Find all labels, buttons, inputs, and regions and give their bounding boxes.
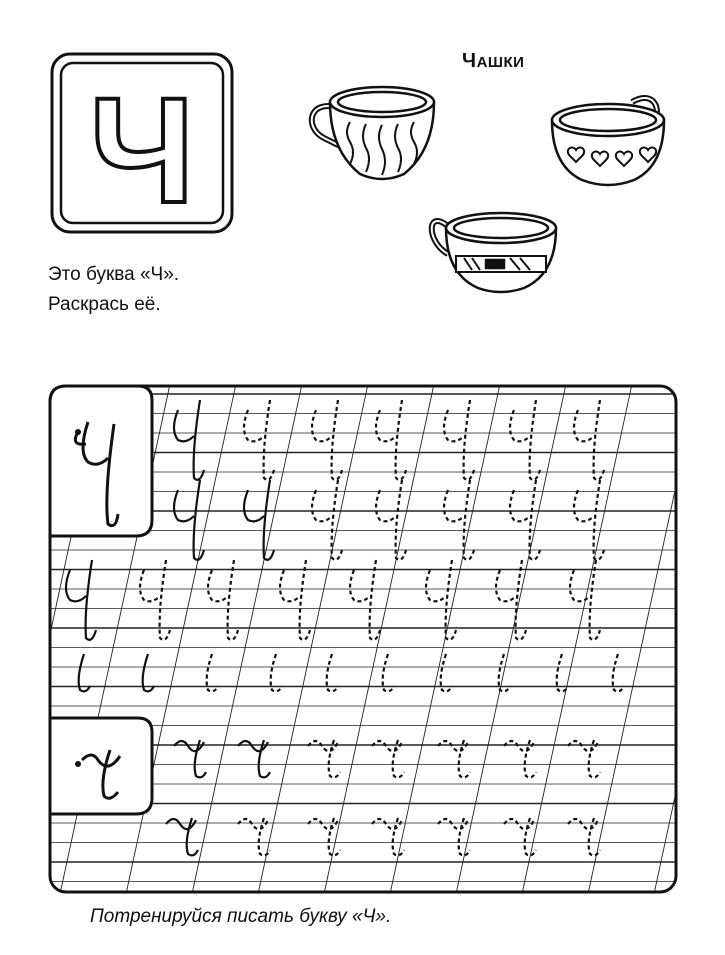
- cup-hearts-icon: [552, 98, 664, 185]
- big-letter: Ч: [89, 66, 195, 234]
- picture-title: [462, 50, 524, 73]
- practice-area: [48, 384, 678, 894]
- picture-title-cap: Ч: [462, 50, 477, 72]
- picture-title-rest: АШКИ: [476, 54, 525, 71]
- cup-wavy-icon: [312, 87, 434, 179]
- footer-instruction: Потренируйся писать букву «Ч».: [90, 906, 392, 927]
- instruction-line-2: Раскрась её.: [48, 294, 161, 315]
- cursive-lowercase-che-icon: [50, 718, 152, 814]
- cups-illustration: [300, 80, 720, 310]
- letter-card: [50, 52, 234, 234]
- instruction-line-1: Это буква «Ч».: [48, 264, 180, 285]
- cursive-capital-che-icon: [50, 386, 152, 536]
- cup-pattern-icon: [432, 213, 556, 292]
